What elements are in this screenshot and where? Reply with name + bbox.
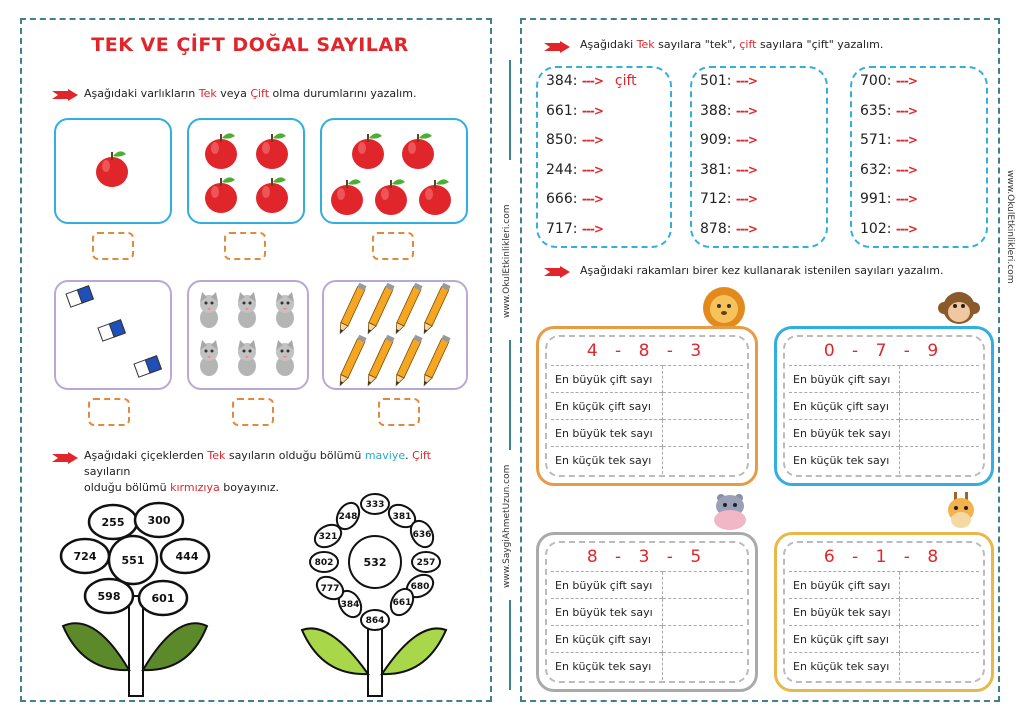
answer-cell[interactable] (899, 447, 979, 474)
flower1-petal[interactable]: 601 (151, 592, 175, 605)
flower2-petal[interactable]: 321 (318, 532, 338, 542)
flower1-petal[interactable]: 724 (73, 550, 97, 563)
answer-cell[interactable] (662, 393, 743, 420)
apples-illustration (54, 118, 468, 224)
card-row-label: En küçük çift sayı (789, 393, 899, 420)
number-row[interactable] (700, 73, 757, 89)
answer-box-3[interactable] (372, 232, 414, 260)
divider-line (509, 600, 511, 690)
red-arrow-icon (52, 452, 78, 464)
answer-cell[interactable] (899, 653, 979, 680)
answer-cell[interactable] (899, 599, 979, 626)
answer-box-4[interactable] (88, 398, 130, 426)
number-label: 388: (700, 102, 732, 119)
card-row-label: En küçük tek sayı (551, 447, 662, 474)
instruction-3: Aşağıdaki Tek sayılara "tek", çift sayılara "çift" yazalım. (580, 38, 884, 51)
digit-card-2 (774, 326, 994, 486)
number-label: 712: (700, 191, 732, 207)
number-row[interactable] (546, 132, 603, 148)
card-table (551, 571, 743, 680)
dashed-arrow-icon: ---> (895, 133, 917, 147)
answer-cell[interactable] (899, 626, 979, 653)
flower2-petal[interactable]: 248 (338, 512, 358, 522)
number-row[interactable] (860, 103, 917, 119)
flower1-petal[interactable]: 444 (175, 550, 199, 563)
pencils-illustration (322, 280, 468, 390)
instruction-1: Aşağıdaki varlıkların Tek veya Çift olma durumlarını yazalım. (84, 87, 417, 100)
number-row[interactable] (860, 162, 917, 178)
number-row[interactable] (860, 132, 917, 148)
red-arrow-icon (544, 266, 570, 278)
dashed-arrow-icon: ---> (735, 192, 757, 206)
dashed-arrow-icon: ---> (895, 103, 917, 118)
digit-card-3 (536, 532, 758, 692)
number-label: 850: (546, 132, 578, 148)
dashed-arrow-icon: ---> (735, 221, 757, 236)
number-row[interactable] (546, 162, 603, 178)
card-row-label: En büyük tek sayı (789, 599, 899, 626)
number-row[interactable] (860, 221, 917, 237)
flower2-petal[interactable]: 777 (320, 584, 340, 594)
number-label: 501: (700, 73, 732, 89)
number-label: 666: (546, 191, 578, 207)
flower2-petal[interactable]: 661 (392, 598, 412, 608)
card-row-label: En küçük çift sayı (551, 626, 662, 653)
red-arrow-icon (544, 41, 570, 53)
number-label: 102: (860, 220, 892, 237)
answer-cell[interactable] (662, 366, 743, 393)
side-watermark: www.SaygiAhmetUzun.com (502, 464, 512, 588)
dashed-arrow-icon: ---> (735, 103, 757, 118)
answer-cell[interactable] (899, 572, 979, 599)
answer-cell[interactable] (662, 420, 743, 447)
answer-text: çift (614, 73, 637, 89)
card-row-label: En büyük çift sayı (789, 572, 899, 599)
giraffe-icon (942, 490, 980, 532)
number-label: 381: (700, 161, 732, 178)
number-row[interactable] (546, 221, 603, 237)
number-row[interactable] (700, 221, 757, 237)
digit-card-1 (536, 326, 758, 486)
card-row-label: En küçük çift sayı (551, 393, 662, 420)
number-row[interactable] (700, 103, 757, 119)
erasers-illustration (54, 280, 172, 390)
cats-illustration (187, 280, 309, 390)
number-label: 661: (546, 102, 578, 119)
number-row[interactable] (546, 73, 637, 89)
answer-box-5[interactable] (232, 398, 274, 426)
divider-line (509, 60, 511, 160)
number-label: 909: (700, 132, 732, 148)
number-row[interactable] (700, 132, 757, 148)
card-row-label: En büyük tek sayı (551, 420, 662, 447)
answer-cell[interactable] (662, 572, 743, 599)
flower2-petal[interactable]: 802 (314, 558, 334, 568)
number-label: 700: (860, 73, 892, 89)
side-watermark: www.OkulEtkinlikleri.com (1005, 170, 1015, 284)
number-row[interactable] (860, 73, 917, 89)
answer-cell[interactable] (662, 447, 743, 474)
dashed-arrow-icon: ---> (735, 133, 757, 147)
dashed-arrow-icon: ---> (735, 162, 757, 177)
dashed-arrow-icon: ---> (895, 162, 917, 177)
divider-line (509, 340, 511, 450)
card-table (551, 365, 743, 474)
dashed-arrow-icon: ---> (895, 74, 917, 88)
number-label: 878: (700, 220, 732, 237)
number-label: 384: (546, 73, 578, 89)
flower1-petal[interactable]: 598 (97, 590, 121, 603)
card-row-label: En büyük tek sayı (789, 420, 899, 447)
dashed-arrow-icon: ---> (581, 162, 603, 177)
page-title: TEK VE ÇİFT DOĞAL SAYILAR (91, 34, 409, 56)
instruction-2: Aşağıdaki çiçeklerden Tek sayıların olduğu bölümü maviye. Çift sayıların olduğu bölümü kırmızıya boyayınız. (84, 449, 431, 494)
answer-cell[interactable] (662, 653, 743, 680)
number-row[interactable] (700, 162, 757, 178)
flower2-petal[interactable]: 636 (412, 530, 432, 540)
dashed-arrow-icon: ---> (581, 192, 603, 206)
answer-box-2[interactable] (224, 232, 266, 260)
card-digits: 8 - 3 - 5 (586, 547, 708, 567)
card-row-label: En küçük tek sayı (789, 447, 899, 474)
number-label: 571: (860, 132, 892, 148)
flower2-center[interactable]: 532 (363, 556, 387, 569)
answer-box-6[interactable] (378, 398, 420, 426)
card-row-label: En büyük tek sayı (551, 599, 662, 626)
flower2-petal[interactable]: 384 (340, 600, 360, 610)
card-row-label: En büyük çift sayı (789, 366, 899, 393)
answer-cell[interactable] (899, 420, 979, 447)
card-digits: 6 - 1 - 8 (823, 547, 945, 567)
card-row-label: En büyük çift sayı (551, 572, 662, 599)
answer-cell[interactable] (899, 366, 979, 393)
card-table (789, 365, 979, 474)
dashed-arrow-icon: ---> (581, 74, 603, 88)
answer-cell[interactable] (899, 393, 979, 420)
card-digits: 4 - 8 - 3 (586, 341, 708, 361)
instruction-4: Aşağıdaki rakamları birer kez kullanarak istenilen sayıları yazalım. (580, 264, 944, 277)
flower-1 (55, 492, 225, 698)
card-table (789, 571, 979, 680)
dashed-arrow-icon: ---> (581, 103, 603, 118)
answer-cell[interactable] (662, 599, 743, 626)
number-row[interactable] (860, 191, 917, 207)
flower2-petal[interactable]: 257 (416, 558, 436, 568)
monkey-icon (936, 288, 982, 328)
number-label: 717: (546, 220, 578, 237)
card-row-label: En küçük tek sayı (551, 653, 662, 680)
side-watermark: www.OkulEtkinlikleri.com (502, 204, 512, 318)
dashed-arrow-icon: ---> (581, 221, 603, 236)
number-label: 244: (546, 161, 578, 178)
card-digits: 0 - 7 - 9 (823, 341, 945, 361)
dashed-arrow-icon: ---> (581, 133, 603, 147)
number-row[interactable] (700, 191, 757, 207)
flower2-petal[interactable]: 864 (365, 616, 385, 626)
dashed-arrow-icon: ---> (735, 74, 757, 88)
flower1-petal[interactable]: 255 (101, 516, 125, 529)
answer-cell[interactable] (662, 626, 743, 653)
number-label: 635: (860, 102, 892, 119)
hippo-icon (710, 490, 750, 532)
number-row[interactable] (546, 103, 603, 119)
card-row-label: En küçük tek sayı (789, 653, 899, 680)
flower2-petal[interactable]: 680 (410, 582, 430, 592)
lion-icon (696, 284, 752, 330)
red-arrow-icon (52, 89, 78, 101)
dashed-arrow-icon: ---> (895, 192, 917, 206)
flower2-petal[interactable]: 381 (392, 512, 412, 522)
digit-card-4 (774, 532, 994, 692)
flower-2 (300, 488, 450, 698)
number-row[interactable] (546, 191, 603, 207)
flower2-petal[interactable]: 333 (365, 500, 385, 510)
number-label: 632: (860, 161, 892, 178)
flower1-petal[interactable]: 300 (147, 514, 171, 527)
dashed-arrow-icon: ---> (895, 221, 917, 236)
answer-box-1[interactable] (92, 232, 134, 260)
flower1-center[interactable]: 551 (121, 554, 145, 567)
card-row-label: En küçük çift sayı (789, 626, 899, 653)
card-row-label: En büyük çift sayı (551, 366, 662, 393)
number-label: 991: (860, 191, 892, 207)
